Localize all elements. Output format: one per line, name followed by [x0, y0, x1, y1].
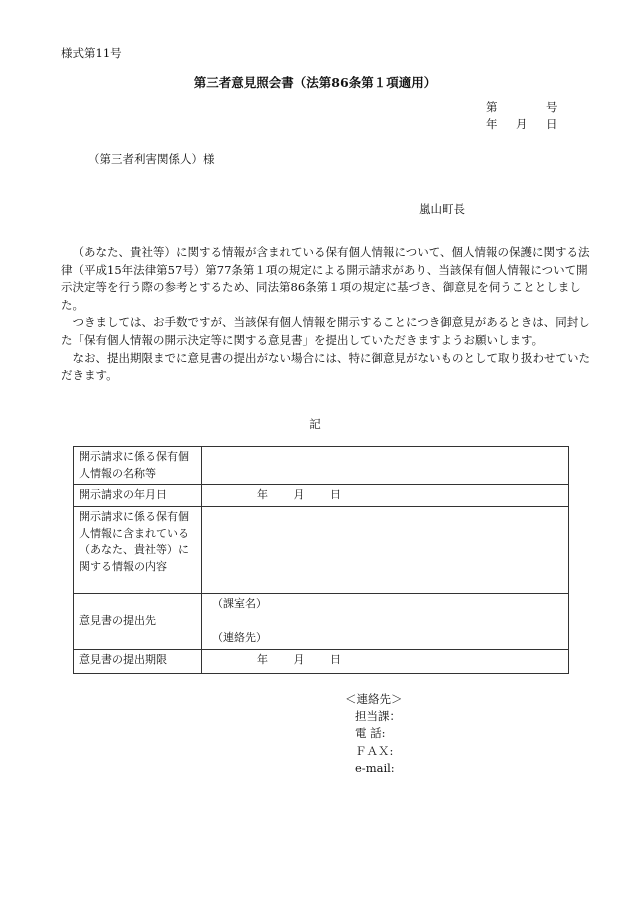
row-label-info-content: 開示請求に係る保有個人情報に含まれている（あなた、貴社等）に関する情報の内容 — [74, 507, 202, 594]
table-row — [74, 485, 569, 507]
table-row — [74, 594, 569, 650]
contact-email: e-mail: — [355, 760, 395, 775]
body-text — [61, 244, 591, 385]
form-number: 様式第11号 — [61, 46, 122, 60]
deadline-year: 年 — [257, 653, 268, 666]
date-day: 日 — [546, 117, 558, 131]
row-value-info-content — [202, 507, 569, 594]
request-date-month: 月 — [293, 488, 305, 501]
ref-number-dai: 第 — [486, 100, 498, 114]
body-paragraph-1: （あなた、貴社等）に関する情報が含まれている保有個人情報について、個人情報の保護に関する法律（平成15年法律第57号）第77条第１項の規定による開示請求があり、当該保有個人情報について開示決定等を行う際の参考とするため、同法第86条第１項の規定に基づき、御意見を伺うこととしました。 — [61, 245, 590, 312]
contact-header: ＜連絡先＞ — [345, 692, 403, 706]
date-month: 月 — [516, 117, 528, 131]
body-paragraph-2: つきましては、お手数ですが、当該保有個人情報を開示することにつき御意見があるときは、同封した「保有個人情報の開示決定等に関する意見書」を提出していただきますようお願いします。 — [61, 315, 590, 347]
body-paragraph-3: なお、提出期限までに意見書の提出がない場合には、特に御意見がないものとして取り扱わせていただきます。 — [61, 350, 590, 383]
row-label-deadline: 意見書の提出期限 — [74, 650, 202, 674]
table-row — [74, 650, 569, 674]
row-value-request-date — [202, 485, 569, 507]
table-row — [74, 507, 569, 594]
document-title: 第三者意見照会書（法第86条第１項適用） — [193, 75, 437, 90]
submission-contact: （連絡先） — [212, 630, 267, 644]
contact-department: 担当課： — [355, 709, 401, 724]
row-value-submission-dest — [202, 594, 569, 650]
info-table — [73, 446, 569, 674]
row-label-info-name: 開示請求に係る保有個人情報の名称等 — [74, 447, 202, 485]
deadline-month: 月 — [293, 653, 305, 666]
contact-phone: 電 話: — [355, 726, 386, 741]
row-label-submission-dest: 意見書の提出先 — [74, 594, 202, 650]
contact-block — [345, 691, 403, 777]
sender: 嵐山町長 — [419, 202, 465, 216]
addressee: （第三者利害関係人）様 — [88, 152, 215, 166]
ref-number-go: 号 — [546, 100, 558, 114]
ki-heading: 記 — [309, 417, 321, 431]
date-year: 年 — [486, 117, 498, 131]
row-label-request-date: 開示請求の年月日 — [74, 485, 202, 507]
request-date-year: 年 — [257, 488, 268, 501]
deadline-day: 日 — [330, 653, 341, 666]
row-value-deadline — [202, 650, 569, 674]
table-row — [74, 447, 569, 485]
contact-fax: ＦＡＸ: — [355, 743, 394, 758]
submission-dept: （課室名） — [212, 597, 267, 610]
row-value-info-name — [202, 447, 569, 485]
request-date-day: 日 — [330, 488, 341, 501]
